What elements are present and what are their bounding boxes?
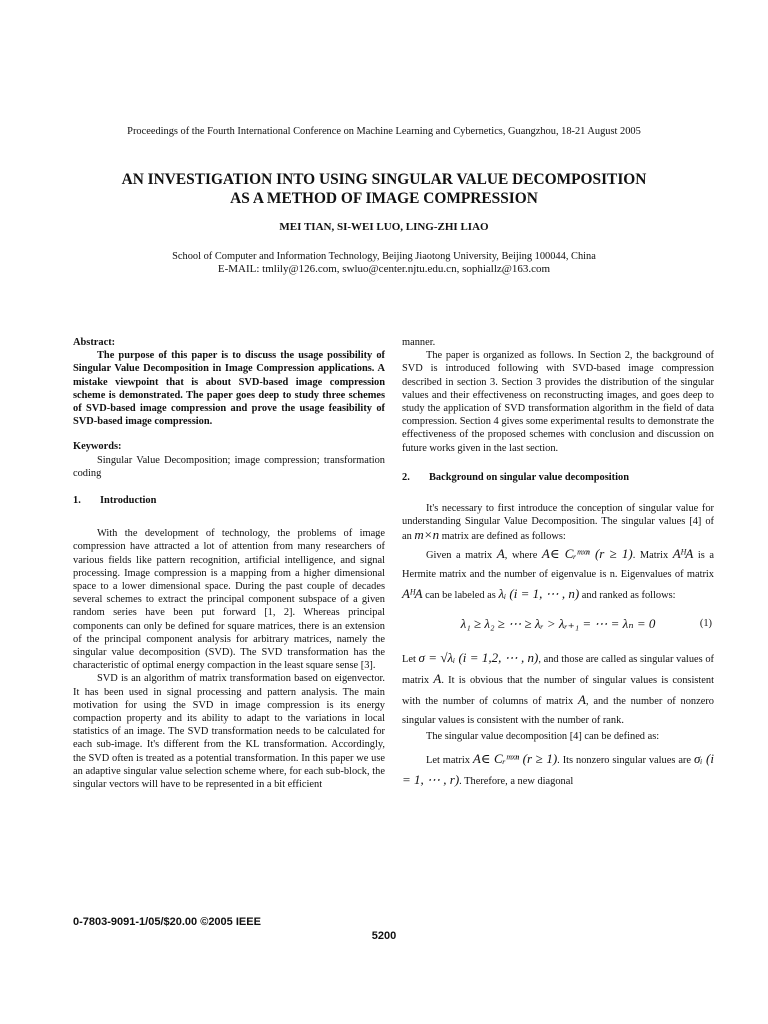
section-2-title: Background on singular value decomposition [429,471,629,483]
section-2-number: 2. [402,471,410,483]
aha-math: AᴴA [672,545,694,561]
mxn-math: m×n [414,527,440,543]
obvious-text: . It is obvious that the number of singular values is consistent with the number of columns of matrix [402,674,714,707]
affiliation-block [0,250,768,276]
let-matrix-paragraph [402,749,714,791]
therefore-text: . Therefore, a new diagonal [459,776,574,788]
carry-over-text: manner. [402,337,436,348]
abstract-text: The purpose of this paper is to discuss the usage possibility of Singular Value Decomposition in Image Compression applications. A mistake viewpoint that is about SVD-based image compression scheme is demonstrated. The paper goes deep to study three schemes of SVD-based image compression and prove the usage feasibility of SVD-based image compression. [73,350,385,428]
let-text: Let [402,653,416,665]
nonzero-text: . Its nonzero singular values are [557,755,692,767]
hermite-text: is a Hermite matrix and the number of eigenvalue is n. Eigenvalues of matrix [402,549,715,580]
sigma-definition-math: σ = √λᵢ (i = 1,2, ⋯ , n) [418,649,539,665]
given-matrix-text: . Matrix [632,549,669,561]
let-matrix-text: Let matrix [426,755,470,767]
matrix-a-symbol: A [496,545,505,561]
email: E-MAIL: tmlily@126.com, swluo@center.njtu.edu.cn, sophiallz@163.com [217,263,551,275]
svd-definition-text: The singular value decomposition [4] can be defined as: [426,730,660,742]
abstract-heading: Abstract: [73,337,116,348]
aha-math-2: AᴴA [402,585,423,601]
matrix-condition-math: A∈ Cᵣᵐˣⁿ (r ≥ 1) [541,545,633,561]
intro-paragraph-2: SVD is an algorithm of matrix transformation based on eigenvector. It has been used in signal processing and pattern analysis. The main motivation for using the SVD in image compression is its energy compaction property and its ability to adapt to the variations in local statistics of an image. The SVD transformation needs to be calculated for each sub-image. It's different from the KL transformation. Accordingly, the SVD often is treated as a potential transformation. In this paper we use an adaptive singular value selection scheme where, for each sub-block, the singular vectors will have to be represented in a bit efficient [73,673,385,791]
paper-title [0,170,768,208]
title-line-2: AS A METHOD OF IMAGE COMPRESSION [230,190,538,207]
matrix-a-symbol-3: A [578,691,586,707]
section-1-heading [73,494,385,507]
authors: MEI TIAN, SI-WEI LUO, LING-ZHI LIAO [279,221,489,233]
section-1-number: 1. [73,495,81,507]
keywords-heading: Keywords: [73,441,122,453]
sigma-i-math: σᵢ (i = 1, ⋯ , r) [402,751,714,788]
equation-1-expression: λ₁ ≥ λ₂ ≥ ⋯ ≥ λᵣ > λᵣ₊₁ = ⋯ = λₙ = 0 [460,615,656,631]
matrix-a-symbol-2: A [433,670,442,686]
called-text: , and those are called as singular values of matrix [402,653,714,686]
ranked-text: and ranked as follows: [581,589,676,601]
let-matrix-condition-math: A∈ Cᵣᵐˣⁿ (r ≥ 1) [472,751,558,767]
spacer [73,428,385,440]
lambda-i-math: λᵢ (i = 1, ⋯ , n) [498,585,580,601]
copyright-footer: 0-7803-9091-1/05/$20.00 ©2005 IEEE [73,916,261,928]
given-a-text: Given a matrix [426,549,493,561]
sec2-paragraph-1 [402,502,714,544]
given-where: , where [504,549,538,561]
page-number: 5200 [371,930,397,942]
labeled-text: can be labeled as [425,589,496,601]
keywords-text: Singular Value Decomposition; image compression; transformation coding [73,454,385,479]
left-column [73,336,385,791]
right-column [402,336,714,791]
singular-values-paragraph [402,648,714,730]
proceedings-header: Proceedings of the Fourth International Conference on Machine Learning and Cybernetics, Guangzhou, 18-21 August 2005 [127,126,641,137]
sec2-p1-text: It's necessary to first introduce the conception of singular value for understanding Singular Value Decomposition. The singular values [4] of an [402,503,714,543]
sec2-p1-tail: matrix are defined as follows: [441,531,566,543]
organization-paragraph: The paper is organized as follows. In Section 2, the background of SVD is introduced following with SVD-based image compression described in section 3. Section 3 provides the distribution of the singular values and their effectiveness on reconstructing images, and goes deep to study the application of SVD transformation algorithm in the field of data compression. Section 4 gives some experimental results to demonstrate the effectiveness of the proposed schemes with conclusion and discussion on future works given in the last section. [402,350,714,454]
equation-1 [402,617,714,632]
section-2-heading [402,471,714,484]
given-matrix-paragraph [402,544,714,605]
title-line-1: AN INVESTIGATION INTO USING SINGULAR VALUE DECOMPOSITION [121,171,647,188]
equation-1-number: (1) [699,617,712,629]
affiliation: School of Computer and Information Technology, Beijing Jiaotong University, Beijing 100044, China [172,251,596,262]
section-1-title: Introduction [100,495,157,507]
rank-text: , and the number of nonzero singular values is consistent with the number of rank. [402,695,714,726]
intro-paragraph-1: With the development of technology, the problems of image compression have attracted a lot of attention from many researchers of various fields like pattern recognition, artificial intelligence, and signal processing. Image compression is a mapping from a higher dimensional space to a lower dimensional space. During the past couple of decades several schemes to extract the principal component subspace of a given random series have been put forward [1, 2]. Whereas principal components can only be defined for square matrices, there is an extension of the principal component analysis for arbitrary matrices, namely the singular value decomposition (SVD). The SVD transformation has the characteristic of optimal energy compaction in the least square sense [3]. [73,528,385,672]
